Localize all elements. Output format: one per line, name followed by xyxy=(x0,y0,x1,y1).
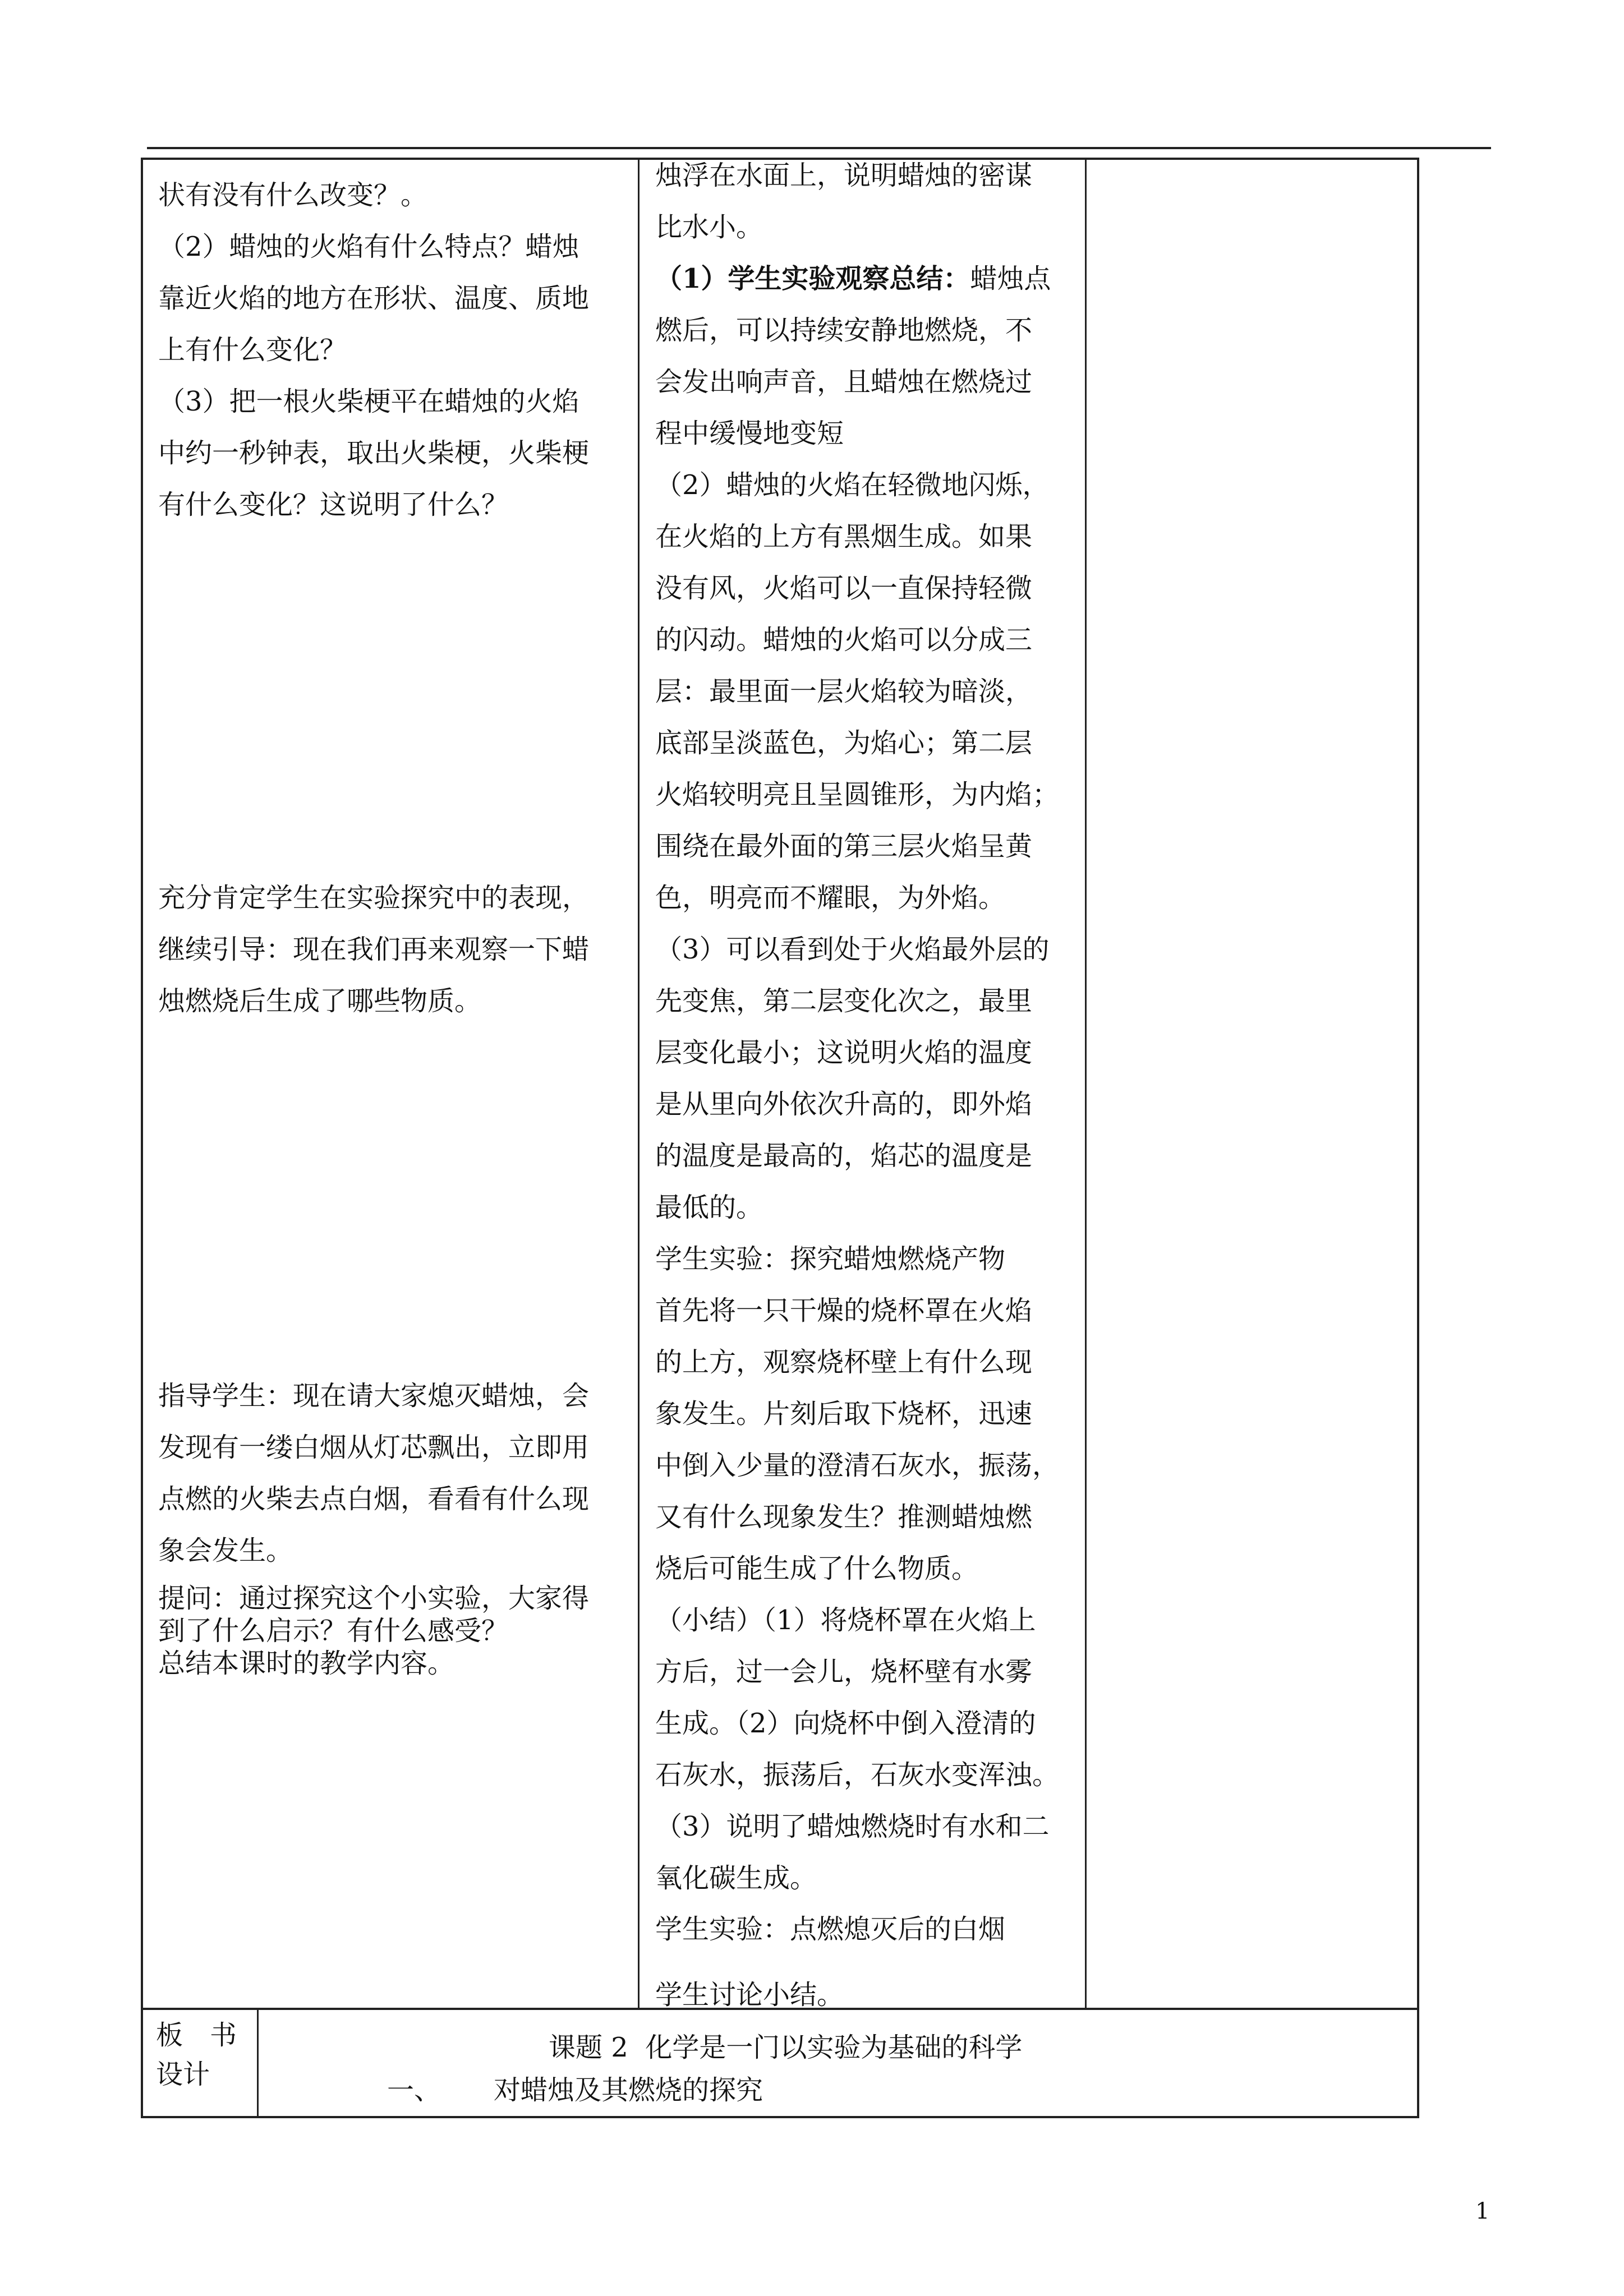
text-line: （3）说明了蜡烛燃烧时有水和二 xyxy=(655,1811,1050,1842)
text-line: 又有什么现象发生？推测蜡烛燃 xyxy=(655,1501,1033,1533)
board-design-title xyxy=(549,2026,1022,2064)
text-line: 色，明亮而不耀眼，为外焰。 xyxy=(655,882,1006,914)
text-line: 层变化最小；这说明火焰的温度 xyxy=(655,1037,1033,1068)
text-line: 先变焦，第二层变化次之，最里 xyxy=(655,985,1033,1017)
table-bottom-border xyxy=(141,2116,1419,2118)
text-line: 烛燃烧后生成了哪些物质。 xyxy=(158,985,482,1017)
text-line: 没有风，火焰可以一直保持轻微 xyxy=(655,573,1033,604)
column-divider-1 xyxy=(638,158,640,2008)
board-label-line: 设计 xyxy=(156,2059,210,2090)
text-line: 烧后可能生成了什么物质。 xyxy=(655,1553,979,1584)
board-design-item xyxy=(387,2068,763,2107)
text-line: 上有什么变化？ xyxy=(158,334,347,366)
text-line: 烛浮在水面上，说明蜡烛的密谋 xyxy=(655,160,1033,191)
column-divider-2 xyxy=(1085,158,1087,2008)
text-line: （3）把一根火柴梗平在蜡烛的火焰 xyxy=(158,386,579,417)
text-line: 点燃的火柴去点白烟，看看有什么现 xyxy=(158,1483,590,1515)
text-line: 氧化碳生成。 xyxy=(655,1862,817,1894)
text-line: 比水小。 xyxy=(655,211,763,243)
text-line: 的温度是最高的，焰芯的温度是 xyxy=(655,1140,1033,1172)
flame-observation-lines xyxy=(655,459,1082,1904)
text-line: 象发生。片刻后取下烧杯，迅速 xyxy=(655,1398,1033,1430)
table-left-border xyxy=(141,158,143,2118)
text-line: 中倒入少量的澄清石灰水，振荡， xyxy=(655,1450,1060,1481)
text-line: 发现有一缕白烟从灯芯飘出，立即用 xyxy=(158,1432,590,1463)
text-line: 学生讨论小结。 xyxy=(655,1979,844,2011)
text-line: 中约一秒钟表，取出火柴梗，火柴梗 xyxy=(158,437,590,469)
text-line: 充分肯定学生在实验探究中的表现， xyxy=(158,882,590,914)
text-line: （小结）（1）将烧杯罩在火焰上 xyxy=(655,1605,1036,1636)
text-line: （2）蜡烛的火焰在轻微地闪烁， xyxy=(655,469,1050,501)
board-title-text: 课题 2 化学是一门以实验为基础的科学 xyxy=(549,2032,1023,2063)
text-line: 首先将一只干燥的烧杯罩在火焰 xyxy=(655,1295,1033,1326)
text-line: 在火焰的上方有黑烟生成。如果 xyxy=(655,521,1033,552)
text-line: 底部呈淡蓝色，为焰心；第二层 xyxy=(655,727,1033,759)
text-line: 火焰较明亮且呈圆锥形，为内焰； xyxy=(655,779,1060,810)
text-line: （3）可以看到处于火焰最外层的 xyxy=(655,934,1050,965)
teacher-praise-block xyxy=(158,872,629,1027)
text-line: 总结本课时的教学内容。 xyxy=(158,1648,455,1679)
text-line: 生成。（2）向烧杯中倒入澄清的 xyxy=(655,1708,1036,1739)
text-line: 层：最里面一层火焰较为暗淡， xyxy=(655,676,1033,707)
board-label-divider xyxy=(257,2008,259,2118)
header-rule xyxy=(147,147,1491,149)
student-activity-block xyxy=(655,150,1082,2021)
text-line: 学生实验：探究蜡烛燃烧产物 xyxy=(655,1243,1006,1275)
text-line: 会发出响声音，且蜡烛在燃烧过 xyxy=(655,366,1033,398)
text-line: 提问：通过探究这个小实验，大家得 xyxy=(158,1583,590,1614)
text-line xyxy=(655,253,1082,305)
page-number: 1 xyxy=(1475,2198,1490,2224)
text-line: （2）蜡烛的火焰有什么特点？蜡烛 xyxy=(158,231,579,262)
table-right-border xyxy=(1417,158,1419,2118)
teacher-questions-block xyxy=(158,169,629,531)
board-item-number: 一、 xyxy=(387,2074,441,2106)
summary-heading: （1）学生实验观察总结： xyxy=(655,263,970,294)
text-line: 石灰水，振荡后，石灰水变浑浊。 xyxy=(655,1759,1060,1791)
text-line: 指导学生：现在请大家熄灭蜡烛，会 xyxy=(158,1380,590,1412)
text-line: 围绕在最外面的第三层火焰呈黄 xyxy=(655,831,1033,862)
text-line: 靠近火焰的地方在形状、温度、质地 xyxy=(158,283,590,314)
text-line: 程中缓慢地变短 xyxy=(655,418,844,449)
teacher-guidance-block xyxy=(158,1370,629,1680)
text-line: 最低的。 xyxy=(655,1192,763,1223)
text-line: 到了什么启示？有什么感受？ xyxy=(158,1615,509,1647)
board-item-text: 对蜡烛及其燃烧的探究 xyxy=(494,2074,763,2106)
text-line: 是从里向外依次升高的，即外焰 xyxy=(655,1089,1033,1120)
text-line: 学生实验：点燃熄灭后的白烟 xyxy=(655,1914,1006,1945)
board-design-label xyxy=(156,2016,251,2094)
summary-first: 蜡烛点 xyxy=(970,263,1051,294)
board-label-line: 板 书 xyxy=(156,2020,237,2051)
text-line: 的上方，观察烧杯壁上有什么现 xyxy=(655,1347,1033,1378)
text-line: 象会发生。 xyxy=(158,1535,293,1566)
text-line: 有什么变化？这说明了什么？ xyxy=(158,489,509,520)
text-line: 继续引导：现在我们再来观察一下蜡 xyxy=(158,934,590,965)
text-line: 燃后，可以持续安静地燃烧，不 xyxy=(655,315,1033,346)
text-line: 方后，过一会儿，烧杯壁有水雾 xyxy=(655,1656,1033,1688)
text-line: 状有没有什么改变？。 xyxy=(158,179,428,211)
text-line: 的闪动。蜡烛的火焰可以分成三 xyxy=(655,624,1033,656)
